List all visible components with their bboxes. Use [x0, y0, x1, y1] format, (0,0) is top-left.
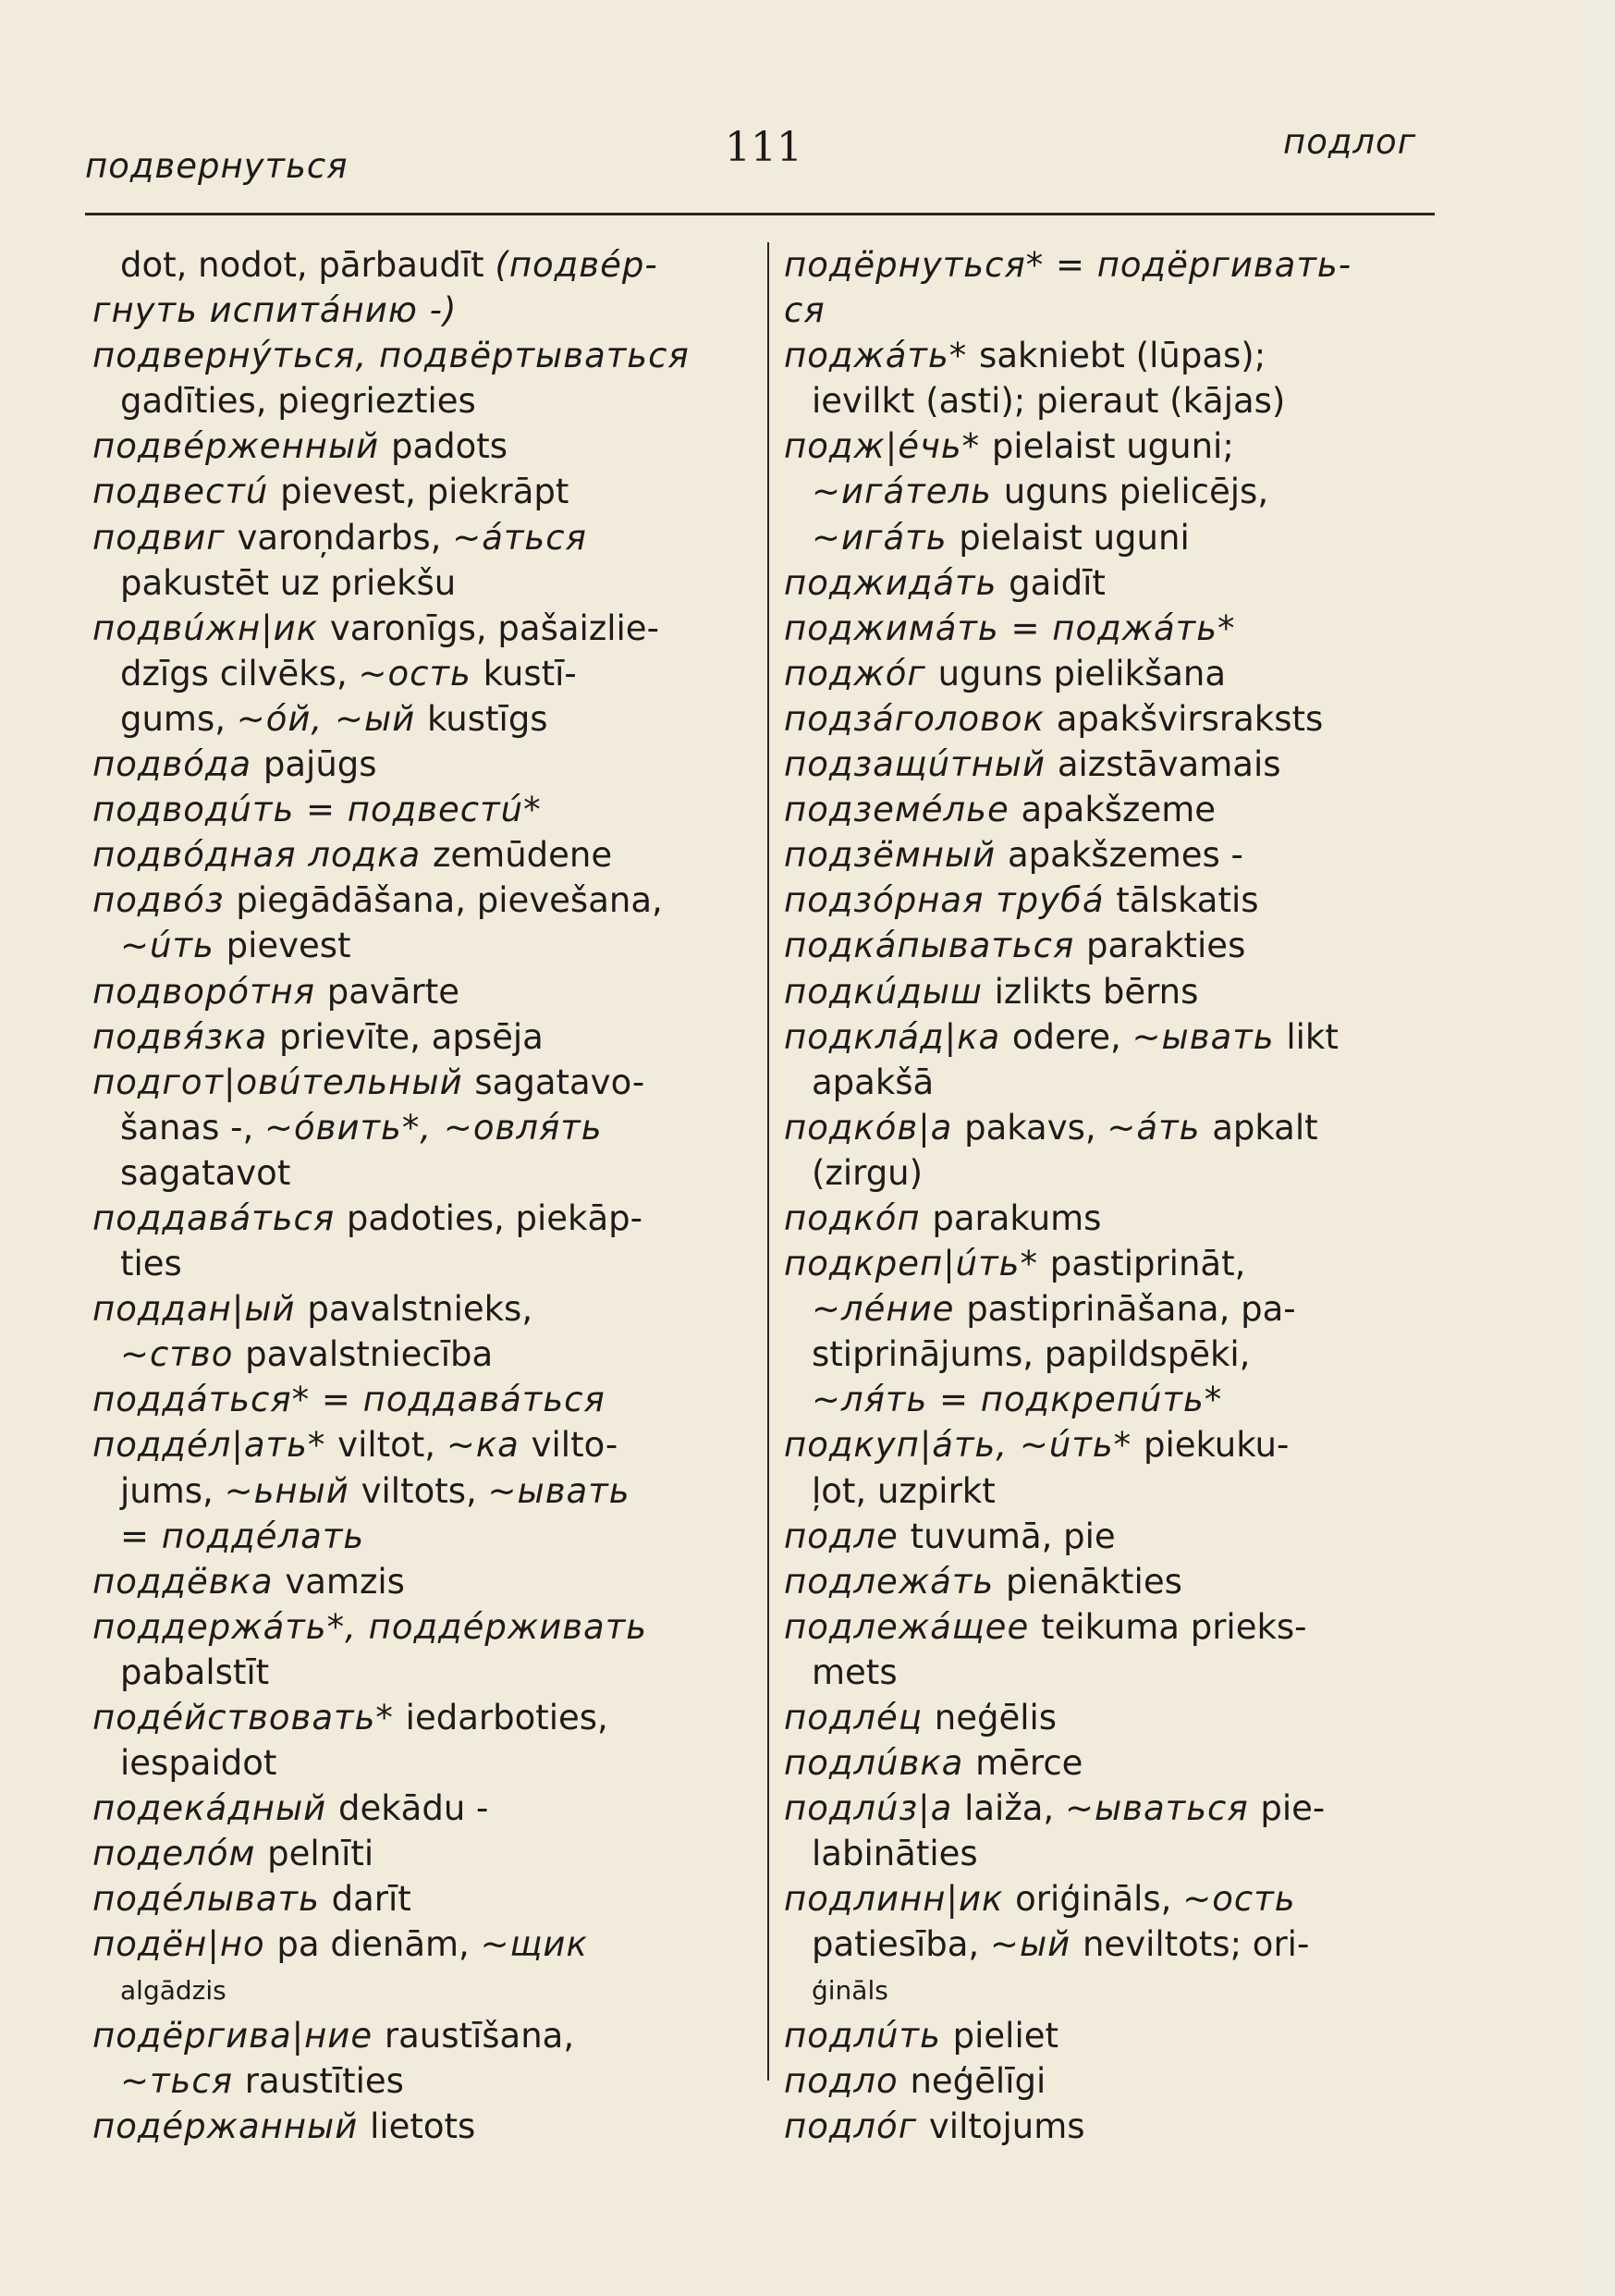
russian-headword: подёргива|ние	[92, 2015, 385, 2056]
entry-line	[92, 1468, 758, 1514]
entry-line	[92, 1377, 758, 1422]
column-divider	[767, 242, 769, 2081]
russian-headword: поджáть*	[784, 336, 980, 376]
latvian-translation: neģēlis	[934, 1698, 1058, 1737]
russian-headword: подкуп|áть, ~úть*	[784, 1425, 1144, 1466]
russian-headword: поджимáть = поджáть*	[784, 608, 1236, 648]
entry-line	[784, 1650, 1450, 1695]
entry-line	[784, 742, 1450, 787]
russian-headword: подлúть	[784, 2015, 953, 2056]
russian-headword: подвя́зка	[92, 1016, 279, 1057]
latvian-translation: pa dienām,	[276, 1924, 481, 1965]
entry-line	[92, 1740, 758, 1786]
entry-line	[92, 288, 758, 333]
latvian-translation: viltot,	[337, 1425, 447, 1466]
russian-headword: ~ость	[1182, 1879, 1296, 1920]
russian-headword: поддáться* = поддавáться	[92, 1380, 606, 1420]
entry-line	[92, 1014, 758, 1060]
entry-line	[92, 560, 758, 606]
entry-line	[92, 1105, 758, 1150]
russian-headword: ~ый	[989, 1924, 1083, 1965]
entry-line	[92, 2013, 758, 2058]
entry-line	[92, 1332, 758, 1377]
russian-headword: подвиг	[92, 517, 238, 558]
russian-headword: подло	[784, 2060, 911, 2101]
entry-line	[784, 651, 1450, 696]
latvian-translation: kustī-	[483, 653, 577, 694]
russian-headword: подлинн|ик	[784, 1879, 1016, 1920]
latvian-translation: patiesība,	[812, 1924, 990, 1965]
entry-line	[92, 1286, 758, 1332]
latvian-translation: apakšā	[812, 1062, 935, 1102]
entry-line	[92, 787, 758, 832]
entry-line	[784, 1968, 1450, 2013]
latvian-translation: dot, nodot, pārbaudīt	[120, 245, 496, 285]
entry-line	[784, 1014, 1450, 1060]
latvian-translation: vamzis	[285, 1561, 405, 1602]
latvian-translation: pievest	[226, 926, 351, 966]
russian-headword: поддан|ый	[92, 1289, 308, 1330]
entry-line	[92, 1876, 758, 1922]
russian-headword: подгот|овúтельный	[92, 1062, 475, 1102]
latvian-translation: pavārte	[326, 971, 459, 1012]
russian-headword: подлúвка	[784, 1743, 976, 1784]
russian-headword: поделóм	[92, 1834, 268, 1874]
latvian-translation: darīt	[331, 1879, 411, 1920]
entry-line	[784, 1060, 1450, 1105]
entry-line	[784, 878, 1450, 923]
russian-headword: ~ство	[120, 1334, 246, 1375]
latvian-translation: pelnīti	[267, 1834, 374, 1874]
russian-headword: подкúдыш	[784, 971, 995, 1012]
entry-line	[784, 333, 1450, 378]
russian-headword: подвóз	[92, 880, 237, 921]
russian-headword: = поддéлать	[120, 1516, 365, 1556]
latvian-translation: apkalt	[1212, 1107, 1318, 1148]
latvian-translation: tuvumā, pie	[910, 1516, 1116, 1556]
entry-line	[92, 651, 758, 696]
latvian-translation: ļot, uzpirkt	[812, 1470, 996, 1511]
entry-line	[784, 787, 1450, 832]
latvian-translation: pievest, piekrāpt	[280, 472, 569, 512]
russian-headword: ~ывать	[487, 1470, 630, 1511]
russian-headword: подворóтня	[92, 971, 327, 1012]
russian-headword: подлежáть	[784, 1561, 1006, 1602]
russian-headword: подкóп	[784, 1197, 933, 1238]
russian-headword: ~óвить*, ~овля́ть	[264, 1107, 603, 1148]
latvian-translation: ties	[120, 1244, 182, 1284]
russian-headword: подвернýться, подвёртываться	[92, 336, 690, 376]
entry-line	[784, 1105, 1450, 1150]
russian-headword: подкреп|úть*	[784, 1244, 1050, 1284]
russian-headword: подвúжн|ик	[92, 608, 330, 648]
latvian-translation: stiprinājums, papildspēki,	[812, 1334, 1251, 1375]
entry-line	[92, 1196, 758, 1241]
latvian-translation: raustīšana,	[384, 2015, 575, 2056]
latvian-translation: piekuku-	[1143, 1425, 1290, 1466]
russian-headword: подкáпываться	[784, 926, 1087, 966]
russian-headword: подзóрная трубá	[784, 880, 1117, 921]
latvian-translation: sagatavot	[120, 1152, 291, 1193]
entry-line	[784, 1241, 1450, 1286]
header-rule	[85, 213, 1435, 215]
latvian-translation: aizstāvamais	[1057, 744, 1281, 785]
russian-headword: подземéлье	[784, 790, 1022, 830]
entry-line	[92, 333, 758, 378]
latvian-translation: zemūdene	[432, 835, 613, 876]
entry-line	[92, 1060, 758, 1105]
latvian-translation: varonīgs, pašaizlie-	[329, 608, 659, 648]
russian-headword: ~áть	[1107, 1107, 1213, 1148]
entry-line	[784, 1286, 1450, 1332]
entry-line	[784, 378, 1450, 424]
russian-headword: подвéрженный	[92, 426, 391, 467]
russian-headword: ~ывать	[1132, 1016, 1287, 1057]
entry-line	[92, 424, 758, 469]
russian-headword: подзёмный	[784, 835, 1008, 876]
latvian-translation: gums,	[120, 698, 237, 739]
latvian-translation: pielaist uguni;	[991, 426, 1234, 467]
entry-line	[784, 1150, 1450, 1196]
latvian-translation: varoņdarbs,	[237, 517, 453, 558]
latvian-translation: šanas -,	[120, 1107, 264, 1148]
russian-headword: ~щик	[480, 1924, 588, 1965]
entry-line	[784, 1332, 1450, 1377]
latvian-translation: padots	[390, 426, 508, 467]
latvian-translation: dzīgs cilvēks,	[120, 653, 359, 694]
latvian-translation: jums,	[120, 1470, 225, 1511]
russian-headword: подéлывать	[92, 1879, 332, 1920]
entry-line	[92, 1650, 758, 1695]
russian-headword: подлежáщее	[784, 1606, 1041, 1647]
entry-line	[784, 288, 1450, 333]
entry-line	[92, 2104, 758, 2149]
latvian-translation: pie-	[1260, 1788, 1326, 1829]
russian-headword: подклáд|ка	[784, 1016, 1012, 1057]
entry-line	[92, 2058, 758, 2104]
entry-line	[784, 1559, 1450, 1604]
entry-line	[784, 696, 1450, 742]
russian-headword: подéржанный	[92, 2106, 371, 2146]
entry-line	[92, 1604, 758, 1650]
latvian-translation: padoties, piekāp-	[346, 1197, 642, 1238]
entry-line	[784, 1740, 1450, 1786]
entry-line	[92, 742, 758, 787]
russian-headword: подвóдная лодка	[92, 835, 433, 876]
russian-headword: ~игáть	[812, 517, 960, 558]
russian-headword: подвестú	[92, 472, 281, 512]
russian-headword: подзащúтный	[784, 744, 1058, 785]
russian-headword: подж|éчь*	[784, 426, 992, 467]
latvian-translation: piegādāšana, pievešana,	[236, 880, 663, 921]
entry-line	[92, 1695, 758, 1740]
latvian-translation: ģināls	[812, 1974, 888, 2006]
entry-line	[784, 1196, 1450, 1241]
entry-line	[92, 469, 758, 514]
russian-headword: подён|но	[92, 1924, 277, 1965]
russian-headword: ся	[784, 290, 826, 331]
latvian-translation: raustīties	[244, 2060, 404, 2101]
entry-line	[784, 1786, 1450, 1831]
right-column	[784, 242, 1450, 2149]
entry-line	[784, 1831, 1450, 1876]
entry-line	[784, 1695, 1450, 1740]
latvian-translation: parakties	[1086, 926, 1246, 966]
russian-headword: ~лéние	[812, 1289, 967, 1330]
entry-line	[92, 1422, 758, 1467]
latvian-translation: likt	[1286, 1016, 1339, 1057]
latvian-translation: apakšvirsraksts	[1056, 698, 1324, 739]
entry-line	[92, 969, 758, 1014]
entry-line	[92, 1922, 758, 1967]
latvian-translation: gaidīt	[1009, 562, 1106, 603]
latvian-translation: iedarboties,	[405, 1698, 608, 1737]
latvian-translation: laiža,	[964, 1788, 1065, 1829]
latvian-translation: teikuma prieks-	[1040, 1606, 1307, 1647]
russian-headword: подлéц	[784, 1698, 935, 1737]
entry-line	[92, 832, 758, 878]
russian-headword: ~игáтель	[812, 472, 1004, 512]
entry-line	[784, 606, 1450, 651]
latvian-translation: pakavs,	[964, 1107, 1107, 1148]
entry-line	[92, 1786, 758, 1831]
russian-headword: ~ля́ть = подкрепúть*	[812, 1380, 1223, 1420]
latvian-translation: viltots,	[361, 1470, 488, 1511]
entry-line	[784, 242, 1450, 288]
entry-line	[784, 560, 1450, 606]
entry-line	[92, 378, 758, 424]
russian-headword: ~óй, ~ый	[236, 698, 428, 739]
latvian-translation: neģēlīgi	[910, 2060, 1046, 2101]
russian-headword: поджóг	[784, 653, 938, 694]
russian-headword: поддёвка	[92, 1561, 286, 1602]
latvian-translation: pavalstnieks,	[307, 1289, 533, 1330]
russian-headword: подзáголовок	[784, 698, 1057, 739]
latvian-translation: oriģināls,	[1015, 1879, 1183, 1920]
entry-line	[92, 1559, 758, 1604]
russian-headword: подвóда	[92, 744, 263, 785]
entry-line	[92, 515, 758, 560]
latvian-translation: (zirgu)	[812, 1152, 924, 1193]
latvian-translation: izlikts bērns	[994, 971, 1199, 1012]
entry-line	[784, 424, 1450, 469]
russian-headword: поджидáть	[784, 562, 1009, 603]
russian-headword: подлúз|а	[784, 1788, 965, 1829]
latvian-translation: pakustēt uz priekšu	[120, 562, 457, 603]
latvian-translation: pienākties	[1005, 1561, 1182, 1602]
entry-line	[92, 242, 758, 288]
russian-headword: (подвéр-	[495, 245, 658, 285]
russian-headword: поддéл|ать*	[92, 1425, 338, 1466]
running-head-left: подвернуться	[85, 146, 349, 186]
entry-line	[784, 2013, 1450, 2058]
russian-headword: ~ываться	[1064, 1788, 1261, 1829]
latvian-translation: pastiprināt,	[1049, 1244, 1246, 1284]
entry-line	[784, 1922, 1450, 1967]
latvian-translation: gadīties, piegriezties	[120, 381, 476, 422]
latvian-translation: sagatavo-	[474, 1062, 645, 1102]
entry-line	[784, 923, 1450, 968]
entry-line	[92, 1241, 758, 1286]
latvian-translation: apakšzeme	[1021, 790, 1217, 830]
entry-line	[92, 1514, 758, 1559]
entry-line	[784, 1876, 1450, 1922]
russian-headword: гнуть испитáнию -)	[92, 290, 458, 331]
latvian-translation: apakšzemes -	[1007, 835, 1243, 876]
latvian-translation: viltojums	[928, 2106, 1085, 2146]
russian-headword: ~ка	[446, 1425, 532, 1466]
latvian-translation: pieliet	[952, 2015, 1059, 2056]
latvian-translation: pabalstīt	[120, 1651, 270, 1692]
entry-line	[784, 2058, 1450, 2104]
entry-line	[784, 1514, 1450, 1559]
latvian-translation: neviltots; ori-	[1082, 1924, 1310, 1965]
latvian-translation: ievilkt (asti); pieraut (kājas)	[812, 381, 1286, 422]
russian-headword: подéйствовать*	[92, 1698, 406, 1737]
latvian-translation: pavalstniecība	[245, 1334, 494, 1375]
latvian-translation: pastiprināšana, pa-	[966, 1289, 1296, 1330]
entry-line	[92, 878, 758, 923]
running-head-right: подлог	[1283, 122, 1417, 162]
russian-headword: подкóв|а	[784, 1107, 965, 1148]
entry-line	[92, 1150, 758, 1196]
entry-line	[784, 1377, 1450, 1422]
latvian-translation: pajūgs	[263, 744, 377, 785]
russian-headword: поддержáть*, поддéрживать	[92, 1606, 648, 1647]
latvian-translation: kustīgs	[427, 698, 548, 739]
russian-headword: подлóг	[784, 2106, 929, 2146]
latvian-translation: labināties	[812, 1834, 978, 1874]
page-number: 111	[725, 124, 802, 171]
russian-headword: подле	[784, 1516, 911, 1556]
latvian-translation: odere,	[1011, 1016, 1132, 1057]
russian-headword: подекáдный	[92, 1788, 338, 1829]
entry-line	[784, 1422, 1450, 1467]
russian-headword: поддавáться	[92, 1197, 347, 1238]
latvian-translation: algādzis	[120, 1974, 226, 2006]
entry-line	[784, 832, 1450, 878]
entry-line	[92, 1968, 758, 2013]
latvian-translation: tālskatis	[1116, 880, 1259, 921]
latvian-translation: mērce	[975, 1743, 1083, 1784]
latvian-translation: uguns pielicējs,	[1003, 472, 1269, 512]
entry-line	[784, 1468, 1450, 1514]
entry-line	[92, 606, 758, 651]
latvian-translation: parakums	[932, 1197, 1102, 1238]
latvian-translation: dekādu -	[338, 1788, 489, 1829]
russian-headword: ~ость	[358, 653, 483, 694]
entry-line	[784, 515, 1450, 560]
russian-headword: ~ться	[120, 2060, 245, 2101]
left-column	[92, 242, 758, 2149]
entry-line	[784, 1604, 1450, 1650]
latvian-translation: pielaist uguni	[959, 517, 1190, 558]
russian-headword: подёрнуться* = подёргивать-	[784, 245, 1352, 285]
russian-headword: ~áться	[452, 517, 587, 558]
entry-line	[92, 923, 758, 968]
entry-line	[784, 469, 1450, 514]
entry-line	[92, 1831, 758, 1876]
latvian-translation: uguns pielikšana	[937, 653, 1227, 694]
russian-headword: ~ьный	[224, 1470, 361, 1511]
latvian-translation: prievīte, apsēja	[278, 1016, 544, 1057]
russian-headword: подводúть = подвестú*	[92, 790, 542, 830]
latvian-translation: sakniebt (lūpas);	[979, 336, 1266, 376]
entry-line	[784, 2104, 1450, 2149]
entry-line	[784, 969, 1450, 1014]
russian-headword: ~úть	[120, 926, 226, 966]
latvian-translation: lietots	[370, 2106, 476, 2146]
entry-line	[92, 696, 758, 742]
latvian-translation: iespaidot	[120, 1743, 277, 1784]
latvian-translation: mets	[812, 1651, 898, 1692]
latvian-translation: vilto-	[531, 1425, 618, 1466]
